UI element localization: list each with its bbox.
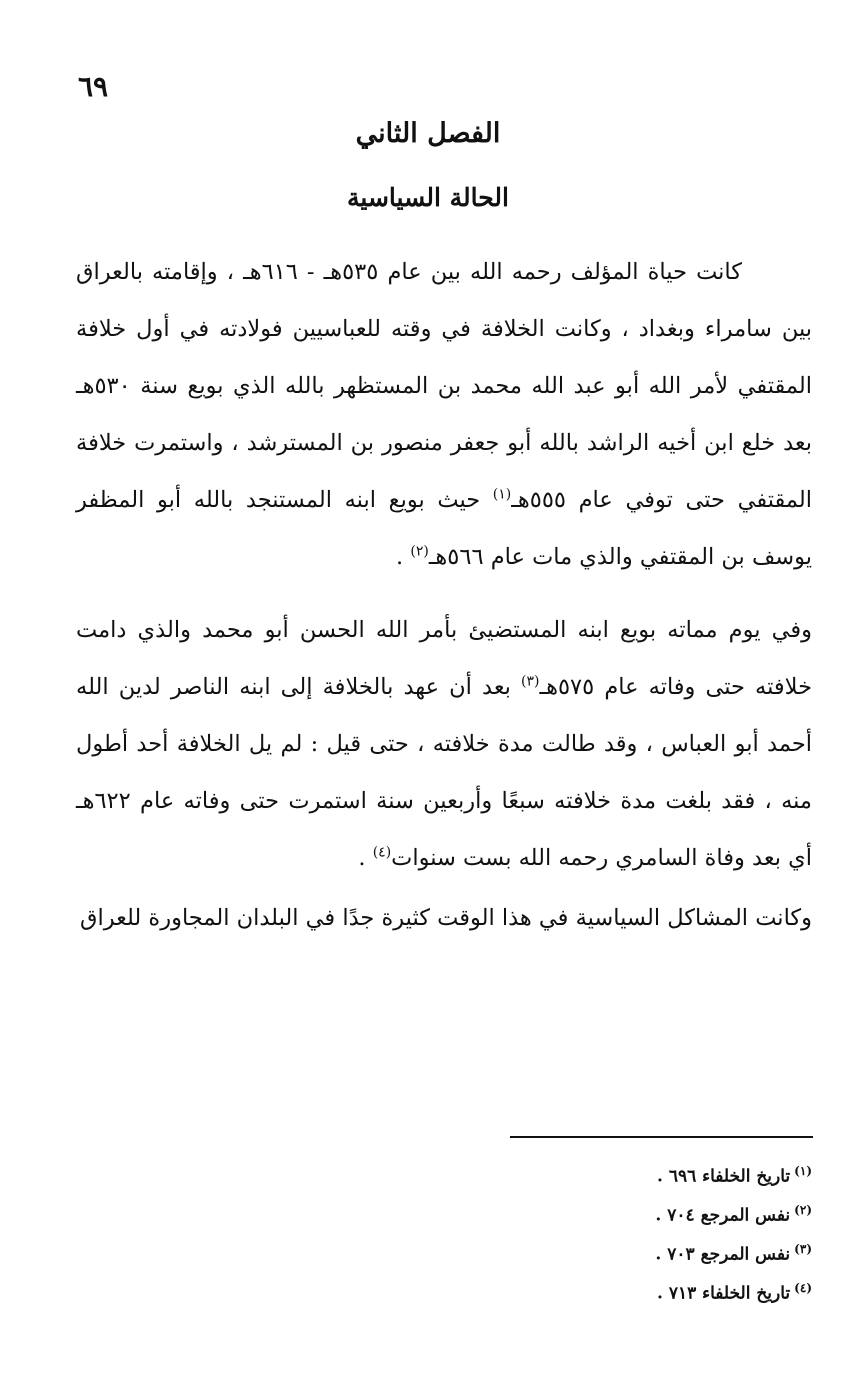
footnote-marker: (١) [794, 1164, 812, 1178]
footnote-divider [510, 1136, 813, 1138]
footnote-item [412, 1191, 812, 1230]
paragraph-text: كانت حياة المؤلف رحمه الله بين عام ٥٣٥هـ - ٦١٦هـ ، وإقامته بالعراق بين سامراء وبغداد ، وكانت الخلافة في وقته للعباسيين فولادته في أول خلافة المقتفي لأمر الله أبو عبد الله محمد بن المستظهر بالله الذي بويع سنة ٥٣٠هـ بعد خلع ابن أخيه الراشد بالله أبو جعفر منصور بن المسترشد ، واستمرت خلافة المقتفي حتى توفي عام ٥٥٥هـ [76, 259, 813, 513]
paragraph-text: وفي يوم مماته بويع ابنه المستضيئ بأمر الله الحسن أبو محمد والذي دامت خلافته حتى وفاته عام ٥٧٥هـ [76, 617, 812, 700]
footnote-item [412, 1152, 812, 1191]
chapter-title: الفصل الثاني [355, 118, 501, 149]
footnote-marker: (٣) [794, 1242, 812, 1256]
footnote-reference: (٢) [410, 543, 429, 560]
footnote-reference: (٤) [372, 844, 392, 861]
footnote-text: نفس المرجع ٧٠٣ . [655, 1244, 791, 1265]
footnote-item [412, 1230, 812, 1269]
footnote-text: نفس المرجع ٧٠٤ . [655, 1205, 791, 1226]
footnote-text: تاريخ الخلفاء ٦٩٦ . [656, 1166, 791, 1187]
paragraph-text: . [358, 845, 373, 871]
paragraph-text: بعد أن عهد بالخلافة إلى ابنه الناصر لدين الله أحمد أبو العباس ، وقد طالت مدة خلافته ، حتى قيل : لم يل الخلافة أحد أطول منه ، فقد بلغت مدة خلافته سبعًا وأربعين سنة استمرت حتى وفاته عام ٦٢٢هـ أي بعد وفاة السامري رحمه الله بست سنوات [76, 674, 812, 871]
section-title: الحالة السياسية [347, 183, 509, 212]
footnote-reference: (٣) [521, 673, 540, 690]
footnote-reference: (١) [492, 486, 512, 503]
paragraph-2 [76, 602, 812, 887]
footnotes-list [412, 1152, 812, 1308]
footnote-text: تاريخ الخلفاء ٧١٣ . [656, 1283, 791, 1304]
paragraph-3 [76, 890, 812, 947]
footnote-marker: (٤) [794, 1281, 812, 1295]
page-number: ٦٩ [78, 70, 109, 103]
paragraph-text: وكانت المشاكل السياسية في هذا الوقت كثيرة جدًا في البلدان المجاورة للعراق [80, 905, 812, 931]
paragraph-text: حيث بويع ابنه المستنجد بالله أبو المظفر يوسف بن المقتفي والذي مات عام ٥٦٦هـ [76, 487, 812, 570]
footnote-item [412, 1269, 812, 1308]
paragraph-text: . [396, 544, 411, 570]
footnote-marker: (٢) [794, 1203, 812, 1217]
paragraph-1 [76, 244, 812, 586]
